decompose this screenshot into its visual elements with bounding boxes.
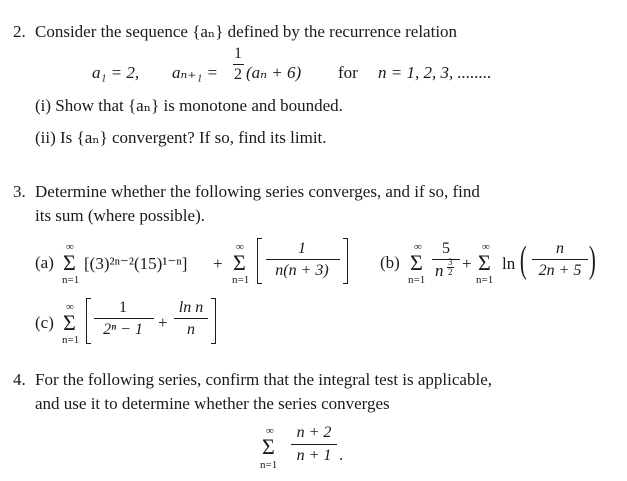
q3-b-sum2-top: ∞ bbox=[482, 241, 490, 253]
q3-a-frac-numerator: 1 bbox=[298, 240, 306, 257]
q3-a-sum2-top: ∞ bbox=[236, 241, 244, 253]
q3-b-exp-num: 3 bbox=[448, 257, 453, 267]
q2-half-numerator: 1 bbox=[234, 45, 242, 62]
q3-b-numerator: 5 bbox=[442, 240, 450, 257]
q4-line-1: For the following series, confirm that the integral test is applicable, bbox=[35, 370, 492, 389]
q4-sum-top: ∞ bbox=[266, 425, 274, 437]
q3-b-sum2-bottom: n=1 bbox=[476, 274, 494, 286]
q2-statement: Consider the sequence {aₙ} defined by the recurrence relation bbox=[35, 22, 458, 41]
q3-b-ln: ln bbox=[502, 254, 516, 273]
q3-b-denominator: n bbox=[435, 261, 444, 280]
q3-c-left-bracket bbox=[86, 298, 91, 344]
q3-b-sum1-bottom: n=1 bbox=[408, 274, 426, 286]
q3-b-sigma-1: Σ bbox=[410, 250, 423, 275]
q2-part-ii: (ii) Is {aₙ} convergent? If so, find its limit. bbox=[35, 128, 327, 147]
q3-b-label: (b) bbox=[380, 253, 400, 272]
q3-b-left-paren: ( bbox=[519, 239, 527, 281]
q3-a-frac-denominator: n(n + 3) bbox=[275, 262, 329, 279]
q2-half-bar bbox=[233, 64, 244, 65]
q3-c-frac2-denominator: n bbox=[187, 321, 195, 338]
q3-a-sum2-bottom: n=1 bbox=[232, 274, 250, 286]
q4-number: 4. bbox=[13, 370, 26, 389]
q3-c-right-bracket bbox=[211, 298, 216, 344]
q3-line-1: Determine whether the following series converges, and if so, find bbox=[35, 182, 480, 201]
q3-a-term: [(3)²ⁿ⁻²(15)¹⁻ⁿ] bbox=[84, 254, 188, 273]
q3-c-frac1-denominator: 2ⁿ − 1 bbox=[103, 321, 143, 338]
q3-c-frac2-numerator: ln n bbox=[178, 299, 204, 316]
q3-number: 3. bbox=[13, 182, 26, 201]
q3-a-sum1-top: ∞ bbox=[66, 241, 74, 253]
q3-b-ln-denominator: 2n + 5 bbox=[538, 262, 582, 279]
q3-a-label: (a) bbox=[35, 253, 54, 272]
q3-c-frac1-bar bbox=[94, 318, 154, 319]
q3-c-plus: + bbox=[158, 313, 168, 332]
q3-b-sigma-2: Σ bbox=[478, 250, 491, 275]
q4-sigma: Σ bbox=[262, 434, 275, 459]
q3-b-frac-bar bbox=[432, 259, 460, 260]
q3-b-ln-bar bbox=[532, 259, 588, 260]
q3-b-right-paren: ) bbox=[588, 239, 596, 281]
q2-part-i: (i) Show that {aₙ} is monotone and bounded. bbox=[35, 96, 343, 115]
q3-a-right-bracket bbox=[343, 238, 348, 284]
q3-c-frac1-numerator: 1 bbox=[119, 299, 127, 316]
q3-a-left-bracket bbox=[257, 238, 262, 284]
q3-a-sigma-2: Σ bbox=[233, 250, 246, 275]
q3-b-ln-numerator: n bbox=[556, 240, 564, 257]
q3-a-sigma-1: Σ bbox=[63, 250, 76, 275]
q3-a-sum1-bottom: n=1 bbox=[62, 274, 80, 286]
q2-index-range: n = 1, 2, 3, ........ bbox=[378, 63, 492, 82]
q2-half-denominator: 2 bbox=[234, 66, 242, 83]
q3-b-exp-den: 2 bbox=[448, 267, 453, 277]
q3-c-frac2-bar bbox=[174, 318, 208, 319]
q2-number: 2. bbox=[13, 22, 26, 41]
q4-period: . bbox=[339, 445, 344, 464]
q2-recurrence-lhs: aₙ₊₁ = bbox=[172, 63, 218, 82]
q4-frac-bar bbox=[291, 444, 337, 445]
q4-denominator: n + 1 bbox=[296, 447, 332, 464]
q2-recurrence-rhs: (aₙ + 6) bbox=[246, 63, 302, 82]
q3-c-sum-bottom: n=1 bbox=[62, 334, 80, 346]
q3-a-frac-bar bbox=[266, 259, 340, 260]
q3-b-plus: + bbox=[462, 254, 472, 273]
q3-c-sigma: Σ bbox=[63, 310, 76, 335]
q4-sum-bottom: n=1 bbox=[260, 459, 278, 471]
q3-c-sum-top: ∞ bbox=[66, 301, 74, 313]
q4-line-2: and use it to determine whether the series converges bbox=[35, 394, 390, 413]
q2-a1: a₁ = 2, bbox=[92, 63, 140, 82]
q2-for: for bbox=[338, 63, 358, 82]
q4-numerator: n + 2 bbox=[296, 424, 332, 441]
q3-b-sum1-top: ∞ bbox=[414, 241, 422, 253]
q3-line-2: its sum (where possible). bbox=[35, 206, 205, 225]
q3-a-plus: + bbox=[213, 254, 223, 273]
q3-c-label: (c) bbox=[35, 313, 54, 332]
